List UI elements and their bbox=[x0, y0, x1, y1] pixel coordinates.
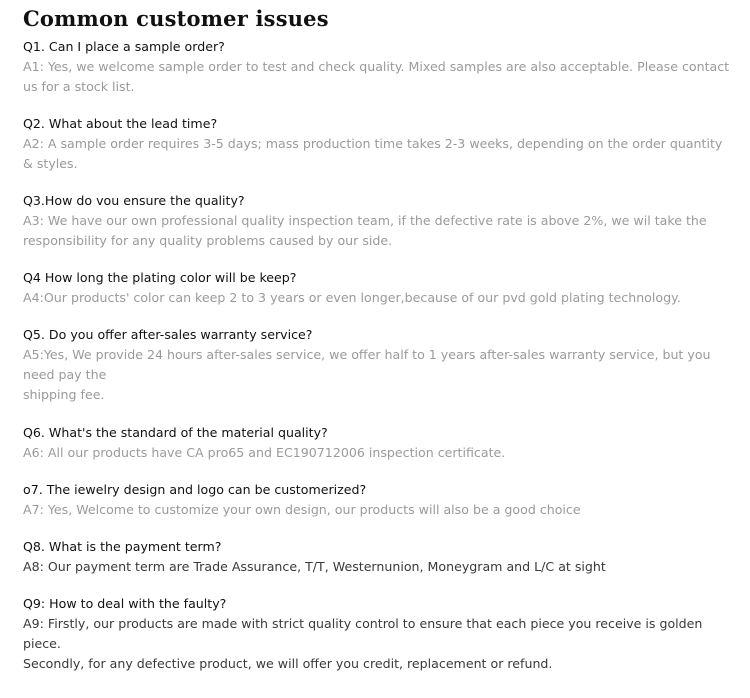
answer-9 bbox=[23, 614, 723, 674]
answer-8-line-1: A8: Our payment term are Trade Assurance, T/T, Westernunion, Moneygram and L/C at sight bbox=[23, 559, 606, 574]
question-1: Q1. Can I place a sample order? bbox=[23, 39, 225, 54]
answer-9-line-1: A9: Firstly, our products are made with strict quality control to ensure that each piece you receive is golden bbox=[23, 616, 703, 631]
faq-item-3 bbox=[23, 191, 723, 251]
answer-3 bbox=[23, 211, 723, 251]
faq-item-9 bbox=[23, 594, 723, 674]
faq-item-2 bbox=[23, 114, 723, 174]
question-4: Q4 How long the plating color will be keep? bbox=[23, 270, 297, 285]
faq-item-5 bbox=[23, 325, 723, 405]
answer-3-line-2: responsibility for any quality problems caused by our side. bbox=[23, 233, 393, 248]
answer-9-line-2: piece. bbox=[23, 636, 61, 651]
answer-7 bbox=[23, 500, 723, 520]
answer-2 bbox=[23, 134, 723, 174]
answer-4 bbox=[23, 288, 723, 308]
question-7: o7. The iewelry design and logo can be customerized? bbox=[23, 482, 367, 497]
answer-9-line-3: Secondly, for any defective product, we will offer you credit, replacement or refund. bbox=[23, 656, 553, 671]
answer-6-line-1: A6: All our products have CA pro65 and EC190712006 inspection certificate. bbox=[23, 445, 506, 460]
answer-5 bbox=[23, 345, 723, 405]
question-8: Q8. What is the payment term? bbox=[23, 539, 222, 554]
question-5: Q5. Do you offer after-sales warranty service? bbox=[23, 327, 313, 342]
faq-item-1 bbox=[23, 37, 730, 97]
faq-item-8 bbox=[23, 537, 723, 577]
answer-1-line-1: A1: Yes, we welcome sample order to test and check quality. Mixed samples are also acceptable. Please contact bbox=[23, 59, 730, 74]
faq-item-4 bbox=[23, 268, 723, 308]
answer-2-line-1: A2: A sample order requires 3-5 days; mass production time takes 2-3 weeks, depending on the order quantity bbox=[23, 136, 723, 151]
question-6: Q6. What's the standard of the material quality? bbox=[23, 425, 328, 440]
answer-5-line-1: A5:Yes, We provide 24 hours after-sales service, we offer half to 1 years after-sales warranty service, but you bbox=[23, 347, 711, 362]
answer-4-line-1: A4:Our products' color can keep 2 to 3 years or even longer,because of our pvd gold plating technology. bbox=[23, 290, 681, 305]
answer-7-line-1: A7: Yes, Welcome to customize your own design, our products will also be a good choice bbox=[23, 502, 581, 517]
question-2: Q2. What about the lead time? bbox=[23, 116, 218, 131]
faq-item-6 bbox=[23, 423, 723, 463]
answer-3-line-1: A3: We have our own professional quality inspection team, if the defective rate is above 2%, we wil take the bbox=[23, 213, 707, 228]
question-3: Q3.How do vou ensure the quality? bbox=[23, 193, 245, 208]
answer-5-line-3: shipping fee. bbox=[23, 387, 105, 402]
page-title: Common customer issues bbox=[23, 6, 329, 31]
answer-1 bbox=[23, 57, 730, 97]
answer-2-line-2: & styles. bbox=[23, 156, 78, 171]
answer-6 bbox=[23, 443, 723, 463]
answer-5-line-2: need pay the bbox=[23, 367, 107, 382]
question-9: Q9: How to deal with the faulty? bbox=[23, 596, 227, 611]
answer-8 bbox=[23, 557, 723, 577]
answer-1-line-2: us for a stock list. bbox=[23, 79, 135, 94]
faq-item-7 bbox=[23, 480, 723, 520]
